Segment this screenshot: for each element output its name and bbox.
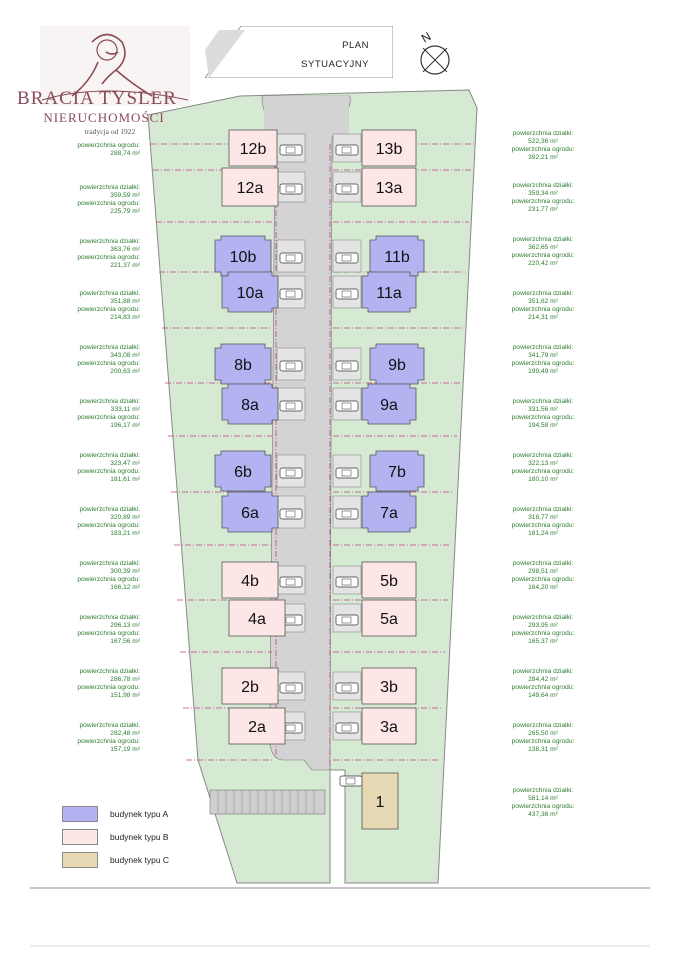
plot-area-text: 300,39 m² (110, 568, 140, 575)
house-number: 6b (234, 464, 252, 481)
house-number: 5a (380, 611, 398, 628)
plot-area-text: powierzchnia ogrodu: (511, 684, 575, 691)
house-12a (222, 168, 278, 206)
car-icon (336, 577, 358, 587)
car-icon (336, 509, 358, 519)
house-7b (370, 451, 424, 491)
house-3a (362, 708, 416, 744)
north-label: N (418, 29, 434, 46)
plot-area-text: powierzchnia działki: (79, 614, 140, 621)
house-6b (215, 451, 271, 491)
car-icon (280, 683, 302, 693)
plot-area-text: powierzchnia działki: (79, 722, 140, 729)
plot-area-label-12b (77, 142, 140, 158)
house-number: 8b (234, 357, 252, 374)
plot-area-text: powierzchnia ogrodu: (77, 360, 140, 367)
plot-area-label-11b (508, 236, 578, 268)
house-13b (362, 130, 416, 166)
plot-area-text: 181,24 m² (528, 530, 558, 537)
house-number: 2b (241, 679, 259, 696)
house-4b (222, 562, 278, 598)
plot-area-text: powierzchnia ogrodu: (77, 306, 140, 313)
car-icon (336, 683, 358, 693)
house-8a (222, 384, 278, 424)
car-icon (336, 468, 358, 478)
car-icon (336, 615, 358, 625)
plot-area-label-9b (508, 344, 578, 376)
plot-area-text: powierzchnia działki: (79, 560, 140, 567)
car-icon (336, 361, 358, 371)
plot-area-text: 322,13 m² (528, 460, 558, 467)
plot-area-label-1 (508, 787, 578, 819)
plot-area-text: 196,17 m² (110, 422, 140, 429)
plot-area-label-4b (77, 560, 140, 592)
house-number: 11b (384, 249, 410, 266)
plot-area-label-13b (508, 130, 578, 162)
plot-area-text: powierzchnia działki: (79, 344, 140, 351)
plot-area-label-13a (508, 182, 578, 214)
plot-area-text: 231,77 m² (528, 206, 558, 213)
plot-area-text: 320,89 m² (110, 514, 140, 521)
legend-label: budynek typu C (110, 855, 170, 865)
plot-area-text: 333,11 m² (110, 406, 140, 413)
plot-area-text: 298,51 m² (528, 568, 558, 575)
house-number: 1 (375, 794, 385, 811)
plot-area-text: 166,12 m² (110, 584, 140, 591)
plot-area-text: powierzchnia ogrodu: (511, 306, 575, 313)
house-7a (362, 492, 416, 532)
plot-area-text: 165,37 m² (528, 638, 558, 645)
plot-area-text: powierzchnia ogrodu: (511, 803, 575, 810)
plot-area-text: 200,63 m² (110, 368, 140, 375)
plot-area-text: powierzchnia działki: (512, 787, 574, 794)
plot-area-label-5b (508, 560, 578, 592)
plot-area-text: 282,48 m² (110, 730, 140, 737)
plot-area-text: 293,95 m² (528, 622, 558, 629)
plot-area-text: 351,88 m² (110, 298, 140, 305)
house-number: 12b (239, 141, 267, 158)
car-icon (280, 253, 302, 263)
plot-area-text: powierzchnia działki: (512, 182, 574, 189)
compass-icon (413, 26, 457, 80)
plot-area-label-8b (77, 344, 140, 376)
plot-area-text: powierzchnia ogrodu: (77, 630, 140, 637)
car-icon (280, 401, 302, 411)
plot-area-text: 221,37 m² (110, 262, 140, 269)
plot-area-text: 363,76 m² (110, 246, 140, 253)
plot-area-label-10b (77, 238, 140, 270)
plot-area-label-8a (77, 398, 140, 430)
car-icon (280, 577, 302, 587)
plot-area-text: powierzchnia ogrodu: (77, 200, 140, 207)
plot-area-text: 220,42 m² (528, 260, 558, 267)
plot-area-text: powierzchnia ogrodu: (511, 738, 575, 745)
car-icon (336, 289, 358, 299)
plot-area-text: powierzchnia ogrodu: (77, 142, 140, 149)
house-9b (370, 344, 424, 384)
plot-area-text: powierzchnia działki: (512, 236, 574, 243)
plot-area-text: powierzchnia działki: (512, 560, 574, 567)
plot-area-text: powierzchnia ogrodu: (77, 522, 140, 529)
plot-area-text: powierzchnia działki: (512, 344, 574, 351)
house-5b (362, 562, 416, 598)
legend-label: budynek typu A (110, 809, 169, 819)
plot-area-text: powierzchnia działki: (512, 290, 574, 297)
plot-area-text: 199,49 m² (528, 368, 558, 375)
plot-area-label-7b (508, 452, 578, 484)
house-number: 10b (229, 249, 257, 266)
house-10b (215, 236, 271, 276)
plot-area-label-9a (508, 398, 578, 430)
plot-area-text: powierzchnia ogrodu: (511, 252, 575, 259)
logo-name: BRACIA TYSLER (17, 88, 177, 109)
plot-area-text: powierzchnia ogrodu: (511, 414, 575, 421)
north-arrow (413, 26, 457, 80)
house-number: 10a (236, 285, 264, 302)
plot-area-text: 392,21 m² (528, 154, 558, 161)
plot-area-text: powierzchnia ogrodu: (511, 630, 575, 637)
house-number: 3a (380, 719, 398, 736)
car-icon (336, 401, 358, 411)
plot-area-text: powierzchnia działki: (79, 398, 140, 405)
house-number: 8a (241, 397, 259, 414)
parking-strip (210, 790, 325, 814)
plot-area-text: powierzchnia ogrodu: (511, 146, 575, 153)
plot-area-text: 437,36 m² (528, 811, 558, 818)
plot-area-text: 214,83 m² (110, 314, 140, 321)
plot-area-text: 167,56 m² (110, 638, 140, 645)
plot-area-text: powierzchnia ogrodu: (77, 414, 140, 421)
plot-area-text: 522,36 m² (528, 138, 558, 145)
plot-area-label-5a (508, 614, 578, 646)
car-icon (336, 184, 358, 194)
house-number: 9b (388, 357, 406, 374)
plot-area-text: powierzchnia działki: (79, 506, 140, 513)
plot-area-text: 318,77 m² (528, 514, 558, 521)
car-icon (280, 468, 302, 478)
plot-area-label-6a (77, 506, 140, 538)
house-2b (222, 668, 278, 704)
plot-area-text: powierzchnia działki: (79, 290, 140, 297)
car-icon (336, 145, 358, 155)
plot-area-text: powierzchnia ogrodu: (77, 738, 140, 745)
house-3b (362, 668, 416, 704)
plot-area-text: 194,58 m² (528, 422, 558, 429)
house-11b (370, 236, 424, 276)
plot-area-text: powierzchnia działki: (512, 452, 574, 459)
plot-area-text: 157,19 m² (110, 746, 140, 753)
plot-area-text: 265,50 m² (528, 730, 558, 737)
title-line-1: PLAN (342, 40, 369, 51)
plot-area-text: 341,79 m² (528, 352, 558, 359)
plot-area-text: 362,65 m² (528, 244, 558, 251)
title-frame (205, 26, 393, 78)
logo-tagline: tradycja od 1922 (84, 127, 136, 136)
plot-area-text: 359,34 m² (528, 190, 558, 197)
plot-area-label-2b (77, 668, 140, 700)
car-icon (280, 509, 302, 519)
plot-area-label-3a (508, 722, 578, 754)
plot-area-label-7a (508, 506, 578, 538)
plot-area-text: powierzchnia działki: (79, 452, 140, 459)
house-number: 4a (248, 611, 266, 628)
house-1 (362, 773, 398, 829)
house-number: 9a (380, 397, 398, 414)
plot-area-text: powierzchnia ogrodu: (77, 576, 140, 583)
house-number: 5b (380, 573, 398, 590)
plot-area-text: powierzchnia ogrodu: (511, 198, 575, 205)
house-13a (362, 168, 416, 206)
plot-area-label-10a (77, 290, 140, 322)
car-icon (336, 723, 358, 733)
title-box (205, 26, 393, 78)
logo-subtitle: NIERUCHOMOŚCI (43, 110, 165, 125)
legend-swatch (62, 852, 98, 868)
house-11a (362, 272, 416, 312)
plot-area-text: powierzchnia działki: (79, 238, 140, 245)
plot-area-text: powierzchnia działki: (512, 398, 574, 405)
house-12b (229, 130, 277, 166)
plot-area-label-3b (508, 668, 578, 700)
plot-area-text: 296,13 m² (110, 622, 140, 629)
plot-area-text: 581,14 m² (528, 795, 558, 802)
plot-area-text: 181,61 m² (110, 476, 140, 483)
plot-area-text: 151,98 m² (110, 692, 140, 699)
plot-area-text: 286,78 m² (110, 676, 140, 683)
house-number: 7b (388, 464, 406, 481)
plot-area-text: 149,64 m² (528, 692, 558, 699)
legend-swatch (62, 829, 98, 845)
plot-area-text: 351,62 m² (528, 298, 558, 305)
house-4a (229, 600, 285, 636)
plot-area-text: powierzchnia działki: (512, 668, 574, 675)
house-6a (222, 492, 278, 532)
house-8b (215, 344, 271, 384)
car-icon (280, 289, 302, 299)
plot-area-label-11a (508, 290, 578, 322)
plot-area-label-12a (77, 184, 140, 216)
house-number: 7a (380, 505, 398, 522)
legend-swatch (62, 806, 98, 822)
plot-area-text: 343,08 m² (110, 352, 140, 359)
house-number: 3b (380, 679, 398, 696)
plot-area-label-4a (77, 614, 140, 646)
house-9a (362, 384, 416, 424)
plot-area-text: 138,31 m² (528, 746, 558, 753)
house-number: 13a (375, 180, 403, 197)
plot-area-text: 183,21 m² (110, 530, 140, 537)
plot-area-text: powierzchnia działki: (79, 184, 140, 191)
house-number: 4b (241, 573, 259, 590)
house-number: 13b (375, 141, 403, 158)
plot-area-text: 331,56 m² (528, 406, 558, 413)
plot-area-text: 164,20 m² (528, 584, 558, 591)
plot-area-text: powierzchnia działki: (512, 614, 574, 621)
plot-area-text: powierzchnia ogrodu: (511, 522, 575, 529)
house-number: 12a (236, 180, 264, 197)
car-icon (280, 145, 302, 155)
plot-area-text: powierzchnia ogrodu: (511, 576, 575, 583)
plot-area-text: 359,59 m² (110, 192, 140, 199)
title-line-2: SYTUACYJNY (301, 59, 369, 70)
house-number: 6a (241, 505, 259, 522)
house-number: 2a (248, 719, 266, 736)
house-number: 11a (376, 285, 402, 302)
plot-area-text: powierzchnia działki: (512, 130, 574, 137)
plot-area-text: powierzchnia ogrodu: (511, 360, 575, 367)
plot-area-text: 225,79 m² (110, 208, 140, 215)
plot-area-text: powierzchnia ogrodu: (77, 468, 140, 475)
plot-area-label-6b (77, 452, 140, 484)
legend-label: budynek typu B (110, 832, 169, 842)
car-icon (280, 361, 302, 371)
car-icon (336, 253, 358, 263)
plot-area-text: powierzchnia działki: (79, 668, 140, 675)
plot-area-text: powierzchnia ogrodu: (77, 254, 140, 261)
plot-area-text: powierzchnia ogrodu: (511, 468, 575, 475)
plot-area-text: 288,74 m² (110, 150, 140, 157)
house-2a (229, 708, 285, 744)
plot-area-label-2a (77, 722, 140, 754)
plot-area-text: 214,31 m² (528, 314, 558, 321)
car-icon (280, 184, 302, 194)
plot-area-text: 180,10 m² (528, 476, 558, 483)
car-icon (340, 776, 362, 786)
plot-area-text: powierzchnia działki: (512, 506, 574, 513)
plot-area-text: powierzchnia ogrodu: (77, 684, 140, 691)
plot-area-text: 323,47 m² (110, 460, 140, 467)
plot-area-text: 284,42 m² (528, 676, 558, 683)
house-10a (222, 272, 278, 312)
plot-area-text: powierzchnia działki: (512, 722, 574, 729)
house-5a (362, 600, 416, 636)
